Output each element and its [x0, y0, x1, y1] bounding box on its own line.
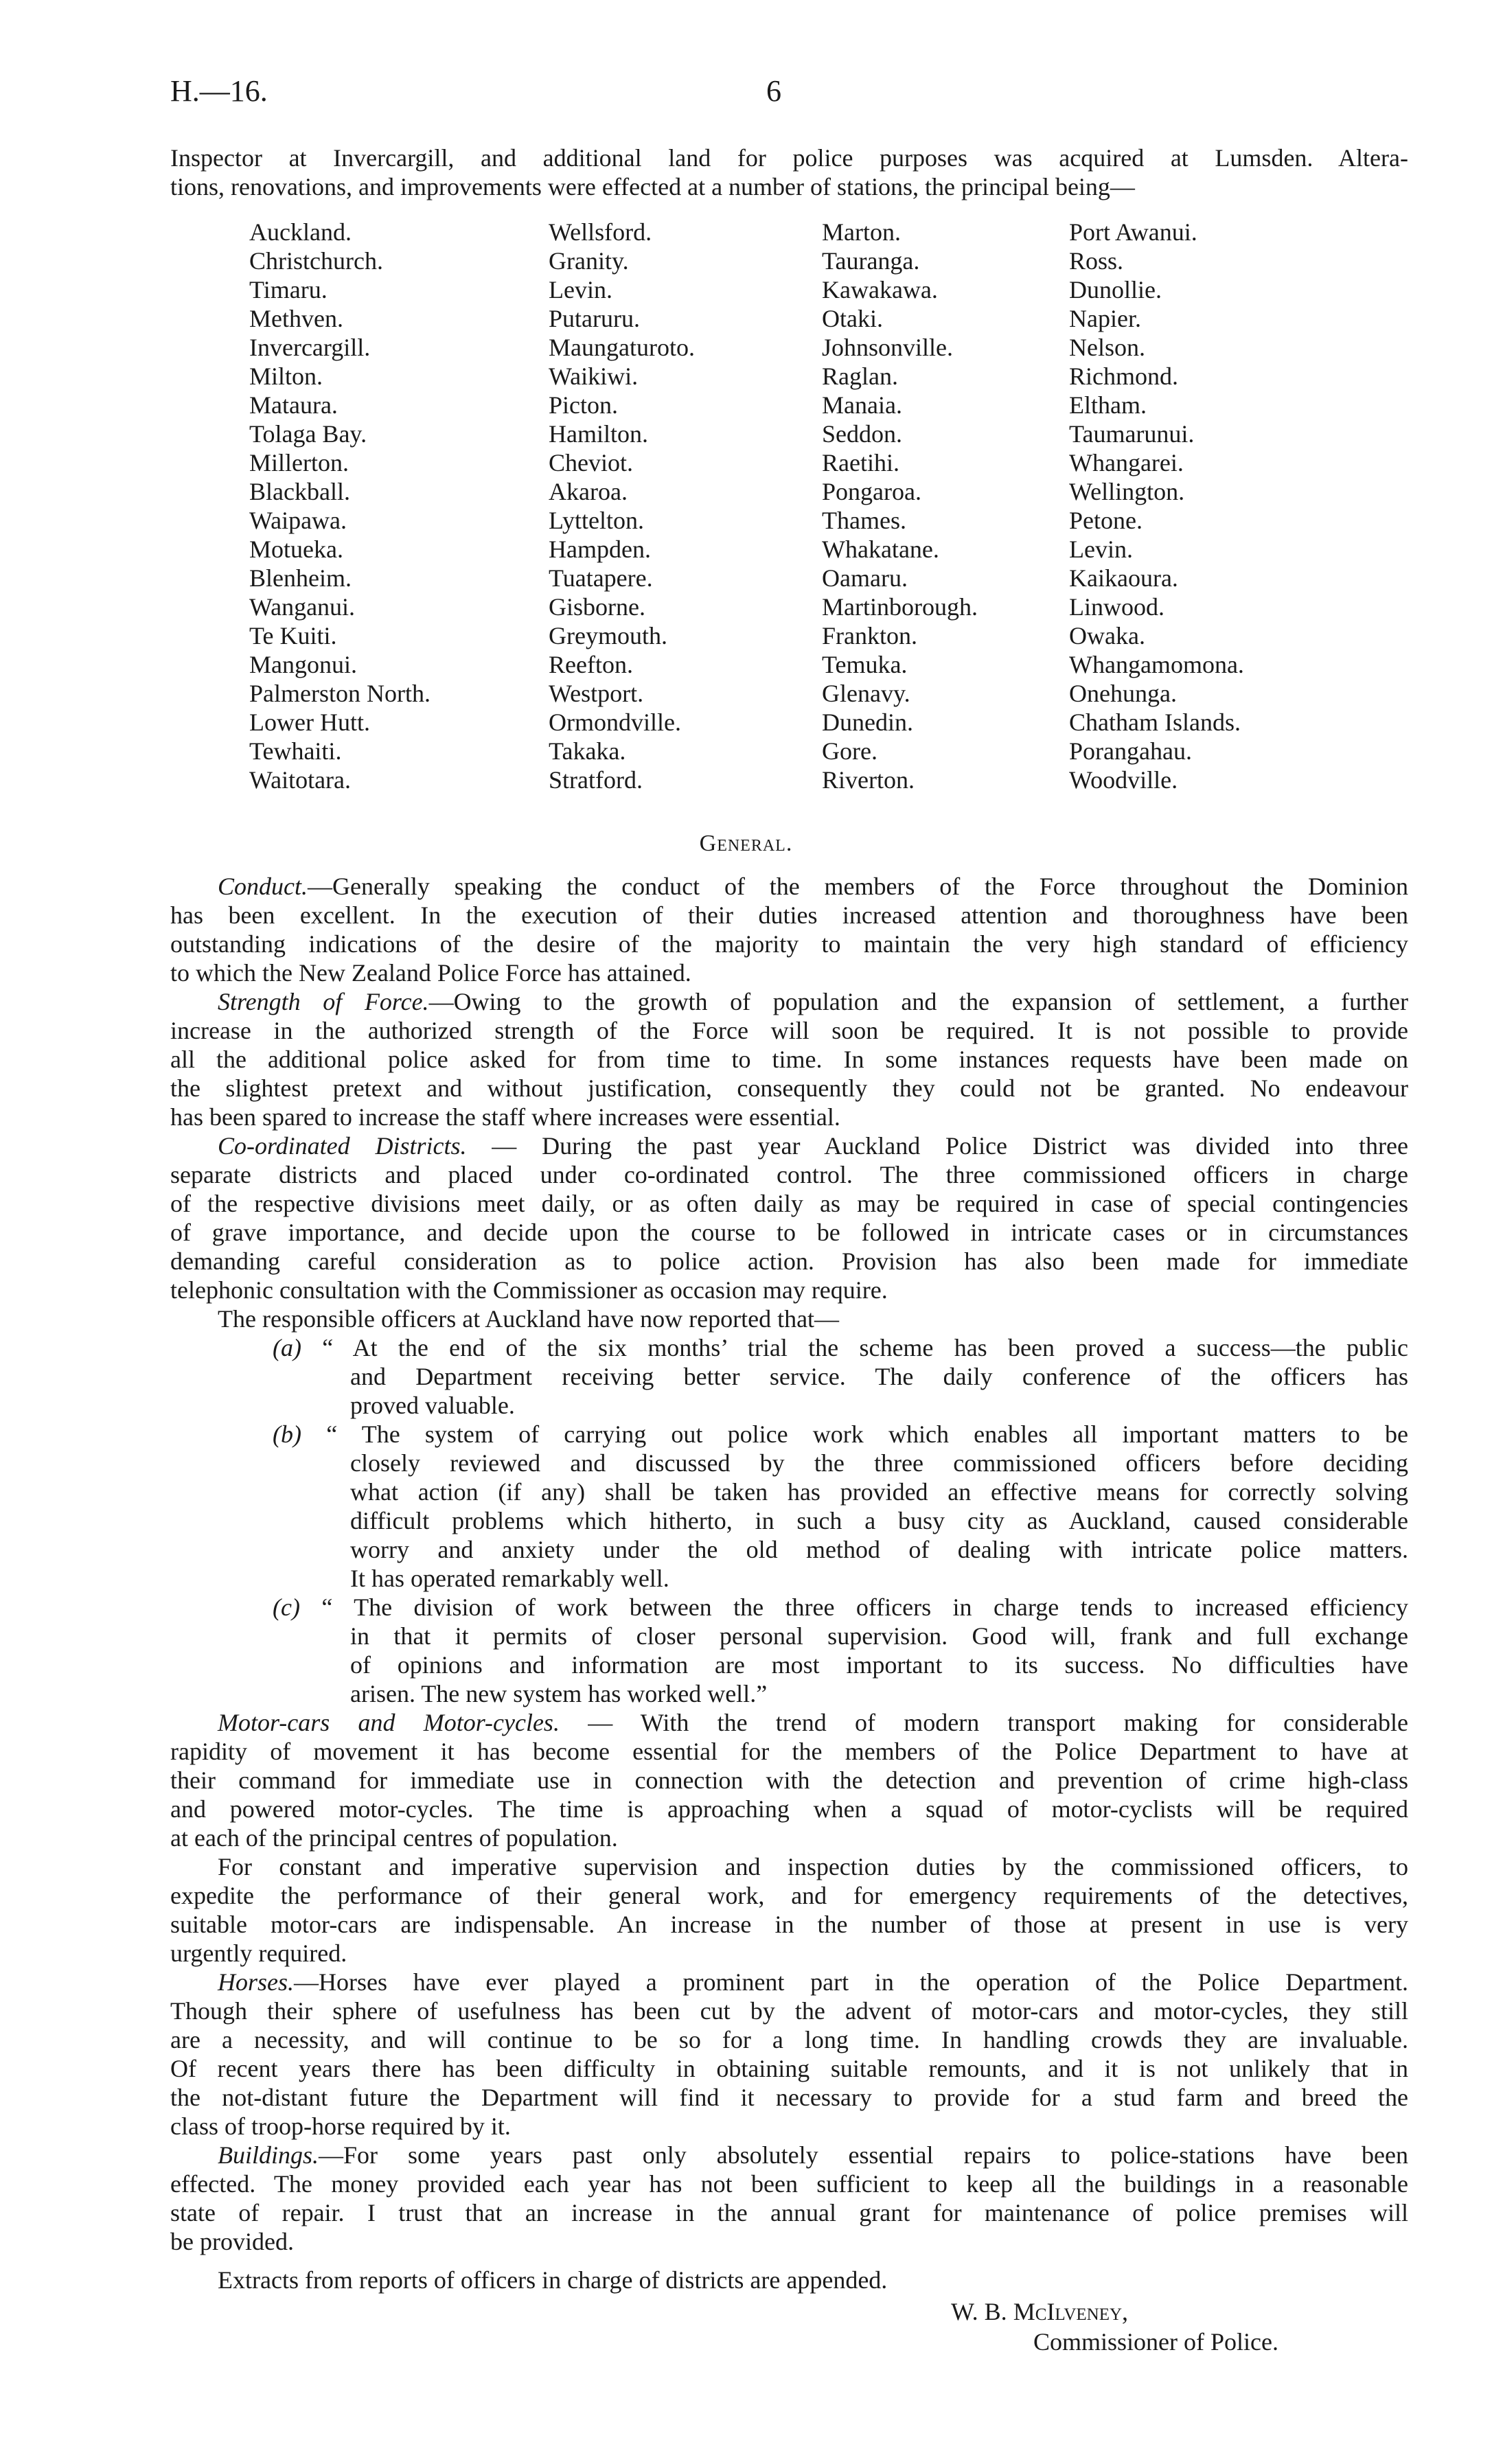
line-text: has been excellent. In the execution of their duties increased attention and thoroughness have been [170, 901, 1408, 929]
text-line [218, 1708, 1408, 1737]
line-text: “ The division of work between the three officers in charge tends to increased efficiency [321, 1593, 1409, 1621]
station-name: Lyttelton. [549, 507, 644, 534]
text-line [170, 1189, 1408, 1218]
text-line [170, 1823, 1408, 1852]
station-name: Picton. [549, 391, 619, 419]
text-line [170, 1939, 1408, 1968]
paragraph-lead: Strength of Force. [218, 988, 429, 1015]
station-name: Onehunga. [1069, 680, 1177, 707]
text-line: tions, renovations, and improvements were effected at a number of stations, the principal being— [170, 173, 1135, 200]
paragraph [170, 1968, 1408, 2141]
station-name: Palmerston North. [249, 680, 431, 707]
line-text: are a necessity, and will continue to be so for a long time. In handling crowds they are invaluable. [170, 2026, 1408, 2053]
line-text: proved valuable. [350, 1392, 515, 1419]
station-name: Methven. [249, 305, 343, 332]
station-name: Auckland. [249, 218, 352, 246]
line-text: urgently required. [170, 1939, 347, 1967]
station-name: Riverton. [822, 766, 915, 794]
line-text: class of troop-horse required by it. [170, 2112, 511, 2140]
text-line [350, 1564, 1408, 1593]
paragraph [170, 1304, 1408, 1333]
station-name: Gore. [822, 737, 877, 765]
quoted-item [170, 1333, 1408, 1420]
text-line [170, 1795, 1408, 1823]
signature [951, 2297, 1128, 2326]
line-text: —For some years past only absolutely essential repairs to police-stations have been [319, 2141, 1408, 2169]
station-column [1069, 218, 1244, 794]
text-line [218, 1968, 1408, 1996]
paragraph-lead: Horses. [218, 1968, 295, 1996]
station-name: Kaikaoura. [1069, 564, 1178, 592]
line-text: —Owing to the growth of population and the expansion of settlement, a further [428, 988, 1408, 1015]
line-text: For constant and imperative supervision and inspection duties by the commissioned officers, to [218, 1853, 1408, 1880]
station-name: Seddon. [822, 420, 902, 448]
text-line [218, 1852, 1408, 1881]
text-line [218, 1131, 1408, 1160]
line-text: worry and anxiety under the old method of dealing with intricate police matters. [350, 1536, 1408, 1563]
paragraph [170, 2141, 1408, 2256]
station-name: Motueka. [249, 536, 343, 563]
paragraph-lead: Co-ordinated Districts. [218, 1132, 467, 1160]
line-text: closely reviewed and discussed by the three commissioned officers before deciding [350, 1449, 1408, 1477]
text-line [170, 2227, 1408, 2256]
station-column [549, 218, 695, 794]
paragraph-lead: Buildings. [218, 2141, 319, 2169]
line-text: their command for immediate use in connection with the detection and prevention of crime high-class [170, 1766, 1408, 1794]
line-text: to which the New Zealand Police Force has attained. [170, 959, 691, 987]
station-name: Ross. [1069, 247, 1124, 275]
line-text: be provided. [170, 2228, 294, 2255]
text-line: Inspector at Invercargill, and additional land for police purposes was acquired at Lumsden. Altera- [170, 144, 1408, 172]
station-name: Taumarunui. [1069, 420, 1195, 448]
line-text: “ At the end of the six months’ trial the scheme has been proved a success—the public [322, 1334, 1408, 1361]
text-line [170, 1160, 1408, 1189]
station-name: Hamilton. [549, 420, 648, 448]
station-name: Linwood. [1069, 593, 1164, 621]
station-name: Hampden. [549, 536, 651, 563]
text-line [273, 1420, 1408, 1449]
text-line [170, 2054, 1408, 2083]
text-line [350, 1535, 1408, 1564]
station-name: Whangamomona. [1069, 651, 1244, 678]
station-name: Blackball. [249, 478, 350, 505]
text-line [273, 1593, 1408, 1622]
station-name: Mangonui. [249, 651, 357, 678]
station-name: Granity. [549, 247, 629, 275]
station-name: Waipawa. [249, 507, 347, 534]
station-name: Napier. [1069, 305, 1141, 332]
text-line [170, 1881, 1408, 1910]
station-name: Temuka. [822, 651, 908, 678]
intro-paragraph [170, 143, 1408, 201]
text-line [170, 2025, 1408, 2054]
line-text: The responsible officers at Auckland have now reported that— [218, 1305, 840, 1333]
line-text: what action (if any) shall be taken has provided an effective means for correctly solving [350, 1478, 1408, 1506]
station-name: Raetihi. [822, 449, 899, 476]
station-name: Greymouth. [549, 622, 667, 649]
text-line [170, 1766, 1408, 1795]
line-text: increase in the authorized strength of the Force will soon be required. It is not possible to provide [170, 1017, 1408, 1044]
text-line [170, 1045, 1408, 1074]
line-text: demanding careful consideration as to police action. Provision has also been made for immediate [170, 1247, 1408, 1275]
signature-title: Commissioner of Police. [1033, 2328, 1278, 2356]
item-label: (b) [273, 1420, 301, 1448]
station-name: Levin. [1069, 536, 1133, 563]
station-name: Gisborne. [549, 593, 645, 621]
station-name: Eltham. [1069, 391, 1147, 419]
paragraph-lead: Motor-cars and Motor-cycles. [218, 1709, 560, 1736]
station-name: Johnsonville. [822, 334, 954, 361]
text-line [170, 1103, 1408, 1131]
station-name: Kawakawa. [822, 276, 938, 303]
line-text: arisen. The new system has worked well.” [350, 1680, 768, 1707]
line-text: “ The system of carrying out police work which enables all important matters to be [326, 1420, 1408, 1448]
text-line [350, 1362, 1408, 1391]
station-name: Port Awanui. [1069, 218, 1197, 246]
quoted-item [170, 1420, 1408, 1593]
station-name: Waikiwi. [549, 362, 639, 390]
line-text: —Horses have ever played a prominent part in the operation of the Police Department. [294, 1968, 1408, 1996]
line-text: in that it permits of closer personal supervision. Good will, frank and full exchange [350, 1622, 1408, 1650]
text-line [170, 2169, 1408, 2198]
station-name: Porangahau. [1069, 737, 1192, 765]
station-column [822, 218, 978, 794]
station-name: Richmond. [1069, 362, 1178, 390]
line-text: —Generally speaking the conduct of the members of the Force throughout the Dominion [308, 873, 1408, 900]
paragraph [170, 987, 1408, 1131]
item-label: (c) [273, 1593, 300, 1621]
line-text: effected. The money provided each year has not been sufficient to keep all the buildings in a reasonable [170, 2170, 1408, 2198]
station-name: Millerton. [249, 449, 349, 476]
station-name: Maungaturoto. [549, 334, 695, 361]
section-heading: General. [699, 831, 793, 856]
line-text: and Department receiving better service. The daily conference of the officers has [350, 1363, 1408, 1390]
station-name: Tuatapere. [549, 564, 653, 592]
station-name: Blenheim. [249, 564, 352, 592]
text-line [170, 1247, 1408, 1276]
station-name: Dunedin. [822, 709, 913, 736]
station-name: Christchurch. [249, 247, 383, 275]
document-code: H.—16. [170, 74, 268, 108]
page-number: 6 [766, 74, 781, 108]
text-line [218, 1304, 1408, 1333]
paragraph-lead: Conduct. [218, 873, 308, 900]
station-name: Takaka. [549, 737, 626, 765]
line-text: It has operated remarkably well. [350, 1565, 669, 1592]
line-text: of grave importance, and decide upon the course to be followed in intricate cases or in circumstances [170, 1219, 1408, 1246]
station-name: Owaka. [1069, 622, 1145, 649]
line-text: outstanding indications of the desire of the majority to maintain the very high standard of efficiency [170, 930, 1408, 958]
station-name: Oamaru. [822, 564, 908, 592]
station-name: Cheviot. [549, 449, 633, 476]
text-line [170, 1016, 1408, 1045]
line-text: telephonic consultation with the Commissioner as occasion may require. [170, 1276, 888, 1304]
line-text: and powered motor-cycles. The time is approaching when a squad of motor-cyclists will be required [170, 1795, 1408, 1823]
station-name: Waitotara. [249, 766, 352, 794]
station-name: Whangarei. [1069, 449, 1184, 476]
station-name: Milton. [249, 362, 323, 390]
item-label: (a) [273, 1334, 301, 1361]
line-text: has been spared to increase the staff where increases were essential. [170, 1103, 840, 1131]
paragraph [170, 1708, 1408, 1852]
text-line [350, 1506, 1408, 1535]
station-name: Chatham Islands. [1069, 709, 1241, 736]
paragraph [170, 1852, 1408, 1968]
text-line [170, 1074, 1408, 1103]
station-name: Te Kuiti. [249, 622, 337, 649]
station-name: Ormondville. [549, 709, 681, 736]
signature-initials: W. B. [951, 2298, 1013, 2325]
station-name: Nelson. [1069, 334, 1145, 361]
station-name: Mataura. [249, 391, 338, 419]
station-name: Reefton. [549, 651, 633, 678]
station-name: Wanganui. [249, 593, 356, 621]
station-name: Whakatane. [822, 536, 939, 563]
station-name: Tolaga Bay. [249, 420, 367, 448]
station-name: Stratford. [549, 766, 643, 794]
station-name: Marton. [822, 218, 901, 246]
station-name: Martinborough. [822, 593, 978, 621]
text-line [170, 1996, 1408, 2025]
line-text: state of repair. I trust that an increase in the annual grant for maintenance of police premises will [170, 2199, 1408, 2226]
text-line [170, 2198, 1408, 2227]
text-line [170, 1737, 1408, 1766]
line-text: separate districts and placed under co-ordinated control. The three commissioned officers in charge [170, 1161, 1408, 1188]
station-name: Dunollie. [1069, 276, 1162, 303]
line-text: Though their sphere of usefulness has been cut by the advent of motor-cars and motor-cycles, they still [170, 1997, 1408, 2025]
text-line [350, 1650, 1408, 1679]
text-line [350, 1477, 1408, 1506]
paragraph [170, 1131, 1408, 1304]
station-name: Frankton. [822, 622, 917, 649]
station-name: Pongaroa. [822, 478, 921, 505]
line-text: — With the trend of modern transport making for considerable [559, 1709, 1409, 1736]
text-line [273, 1333, 1408, 1362]
text-line [218, 872, 1408, 901]
station-column [249, 218, 431, 794]
text-line [170, 1276, 1408, 1304]
line-text: expedite the performance of their general work, and for emergency requirements of the detectives, [170, 1882, 1408, 1909]
line-text: the not-distant future the Department will find it necessary to provide for a stud farm and breed the [170, 2084, 1408, 2111]
station-name: Thames. [822, 507, 906, 534]
station-name: Manaia. [822, 391, 902, 419]
quoted-item [170, 1593, 1408, 1708]
station-name: Woodville. [1069, 766, 1178, 794]
line-text: Of recent years there has been difficulty in obtaining suitable remounts, and it is not unlikely that in [170, 2055, 1408, 2082]
station-name: Tauranga. [822, 247, 920, 275]
text-line [218, 987, 1408, 1016]
signature-surname: McIlveney, [1013, 2298, 1129, 2325]
station-name: Raglan. [822, 362, 898, 390]
station-name: Akaroa. [549, 478, 628, 505]
text-line [170, 1910, 1408, 1939]
paragraph [170, 872, 1408, 987]
station-name: Westport. [549, 680, 644, 707]
line-text: all the additional police asked for from time to time. In some instances requests have been made on [170, 1046, 1408, 1073]
station-name: Wellsford. [549, 218, 652, 246]
station-name: Putaruru. [549, 305, 640, 332]
station-name: Invercargill. [249, 334, 371, 361]
station-name: Timaru. [249, 276, 328, 303]
station-name: Glenavy. [822, 680, 910, 707]
closing-line: Extracts from reports of officers in charge of districts are appended. [218, 2266, 888, 2294]
line-text: at each of the principal centres of population. [170, 1824, 618, 1852]
station-name: Levin. [549, 276, 612, 303]
body-text [170, 872, 1408, 2256]
station-name: Lower Hutt. [249, 709, 370, 736]
line-text: of opinions and information are most important to its success. No difficulties have [350, 1651, 1408, 1679]
line-text: suitable motor-cars are indispensable. An increase in the number of those at present in use is very [170, 1911, 1408, 1938]
text-line [170, 1218, 1408, 1247]
line-text: rapidity of movement it has become essential for the members of the Police Department to have at [170, 1738, 1408, 1765]
text-line [170, 901, 1408, 930]
station-name: Tewhaiti. [249, 737, 342, 765]
text-line [170, 2112, 1408, 2141]
station-name: Petone. [1069, 507, 1143, 534]
station-name: Wellington. [1069, 478, 1185, 505]
line-text: of the respective divisions meet daily, or as often daily as may be required in case of special contingencies [170, 1190, 1408, 1217]
line-text: — During the past year Auckland Police District was divided into three [466, 1132, 1408, 1160]
text-line [350, 1622, 1408, 1650]
text-line [350, 1449, 1408, 1477]
station-name: Otaki. [822, 305, 883, 332]
text-line [170, 930, 1408, 958]
line-text: the slightest pretext and without justification, consequently they could not be granted. No endeavour [170, 1074, 1408, 1102]
text-line [170, 958, 1408, 987]
text-line [170, 2083, 1408, 2112]
text-line [350, 1679, 1408, 1708]
text-line [350, 1391, 1408, 1420]
line-text: difficult problems which hitherto, in such a busy city as Auckland, caused considerable [350, 1507, 1408, 1534]
text-line [218, 2141, 1408, 2169]
